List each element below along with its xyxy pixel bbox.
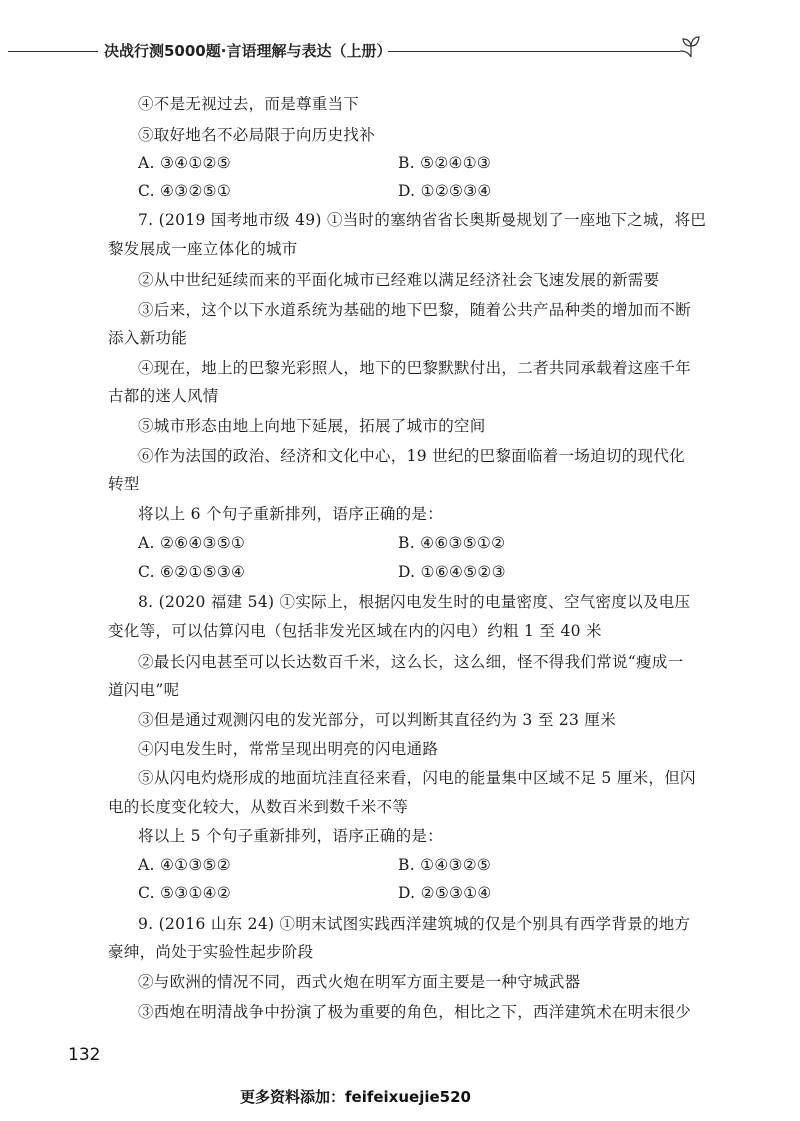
text-line: 道闪电”呢 [108,681,180,699]
text-line: ⑤城市形态由地上向地下延展，拓展了城市的空间 [138,417,486,435]
header-rule-left [8,51,98,52]
text-line: ②与欧洲的情况不同，西式火炮在明军方面主要是一种守城武器 [138,973,581,991]
text-line: ③后来，这个以下水道系统为基础的地下巴黎，随着公共产品种类的增加而不断 [138,301,692,319]
sprout-icon [676,30,706,62]
option-c: C. ⑥②①⑤③④ [138,563,246,581]
text-line: 电的长度变化较大，从数百米到数千米不等 [108,798,409,816]
text-line: ③西炮在明清战争中扮演了极为重要的角色，相比之下，西洋建筑术在明末很少 [138,1003,692,1021]
option-d: D. ①②⑤③④ [398,182,492,200]
text-line: ④闪电发生时，常常呈现出明亮的闪电通路 [138,740,439,758]
page-number: 132 [68,1045,101,1065]
option-b: B. ④⑥③⑤①② [398,534,506,552]
text-line: ⑤取好地名不必局限于向历史找补 [138,126,376,144]
option-c: C. ④③②⑤① [138,182,232,200]
option-b: B. ①④③②⑤ [398,856,492,874]
question-prompt: 将以上 5 个句子重新排列，语序正确的是： [138,827,444,845]
text-line: 添入新功能 [108,329,188,347]
text-line: 变化等，可以估算闪电（包括非发光区域在内的闪电）约粗 1 至 40 米 [108,622,602,640]
option-b: B. ⑤②④①③ [398,154,492,172]
option-a: A. ②⑥④③⑤① [138,534,246,552]
footer-note: 更多资料添加：feifeixuejie520 [240,1088,471,1106]
question-7-line: 7. (2019 国考地市级 49) ①当时的塞纳省省长奥斯曼规划了一座地下之城，将巴 [138,211,707,229]
text-line: ②从中世纪延续而来的平面化城市已经难以满足经济社会飞速发展的新需要 [138,271,660,289]
running-header [0,30,800,66]
text-line: ⑥作为法国的政治、经济和文化中心，19 世纪的巴黎面临着一场迫切的现代化 [138,447,685,465]
question-9-line: 9. (2016 山东 24) ①明末试图实践西洋建筑城的仅是个别具有西学背景的地方 [138,915,691,933]
question-prompt: 将以上 6 个句子重新排列，语序正确的是： [138,505,444,523]
text-line: 豪绅，尚处于实验性起步阶段 [108,943,314,961]
option-d: D. ①⑥④⑤②③ [398,563,506,581]
text-line: ③但是通过观测闪电的发光部分，可以判断其直径约为 3 至 23 厘米 [138,711,616,729]
text-line: ④不是无视过去，而是尊重当下 [138,95,360,113]
text-line: 黎发展成一座立体化的城市 [108,240,298,258]
header-rule-right [388,51,680,52]
option-a: A. ④①③⑤② [138,856,231,874]
option-d: D. ②⑤③①④ [398,884,492,902]
text-line: 古都的迷人风情 [108,387,219,405]
option-c: C. ⑤③①④② [138,884,232,902]
text-line: ②最长闪电甚至可以长达数百千米，这么长，这么细，怪不得我们常说“瘦成一 [138,653,684,671]
text-line: ④现在，地上的巴黎光彩照人，地下的巴黎默默付出，二者共同承载着这座千年 [138,359,692,377]
question-8-line: 8. (2020 福建 54) ①实际上，根据闪电发生时的电量密度、空气密度以及电压 [138,593,691,611]
option-a: A. ③④①②⑤ [138,154,231,172]
text-line: 转型 [108,475,140,493]
text-line: ⑤从闪电灼烧形成的地面坑洼直径来看，闪电的能量集中区域不足 5 厘米，但闪 [138,769,696,787]
book-title: 决战行测5000题·言语理解与表达（上册） [104,42,392,60]
